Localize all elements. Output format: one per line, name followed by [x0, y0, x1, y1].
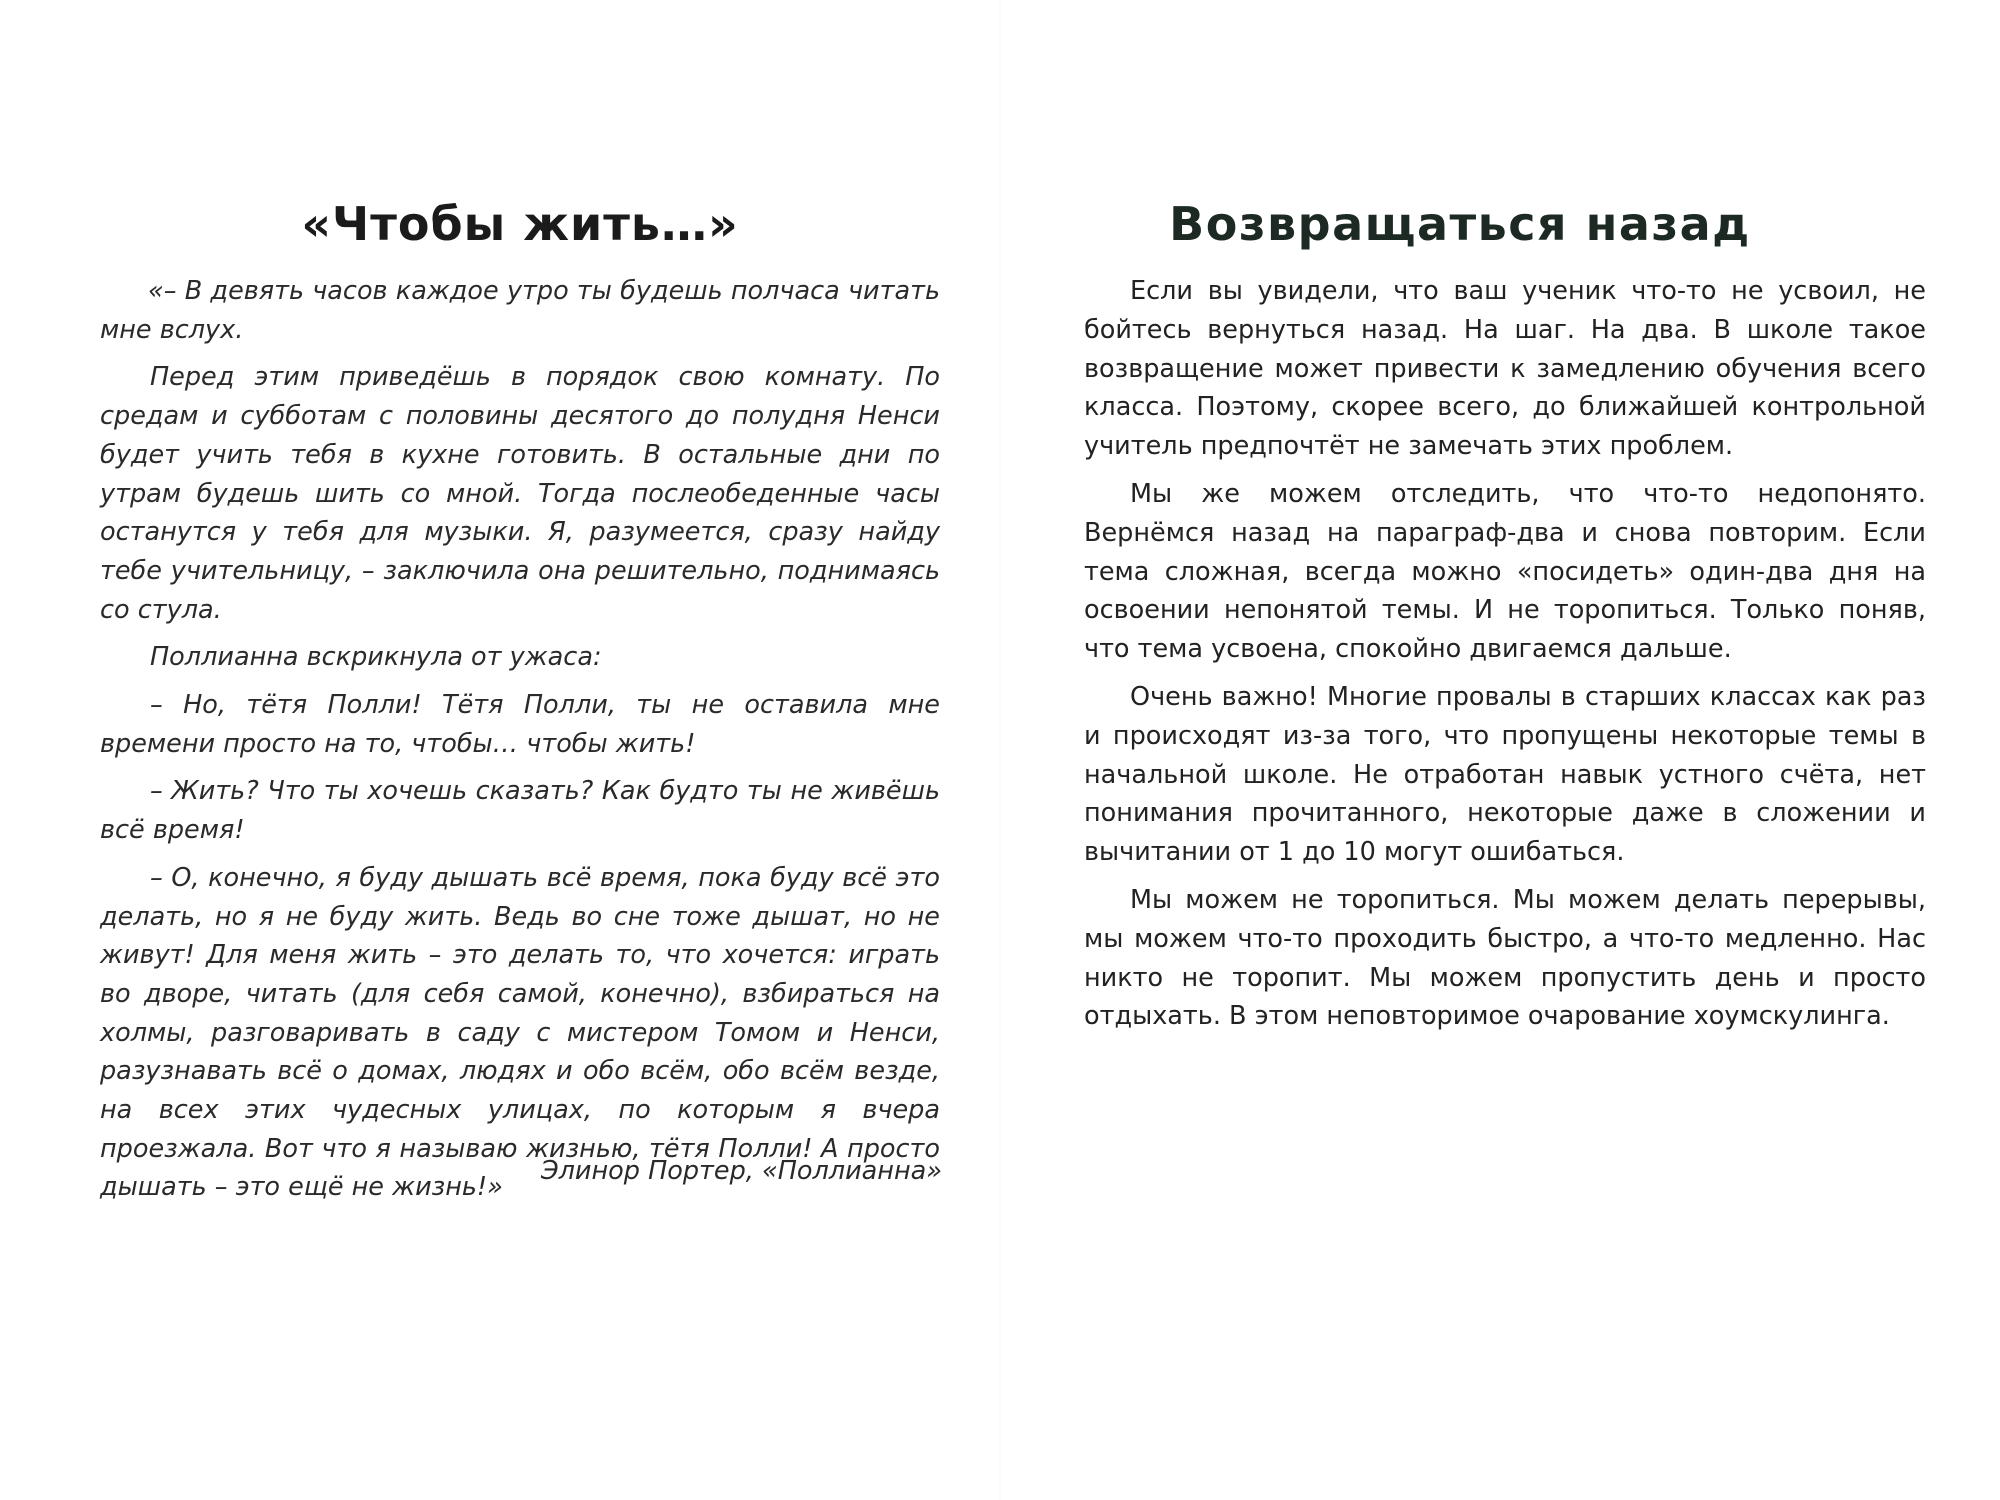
- article-paragraph: Если вы увидели, что ваш ученик что-то не усвоил, не бойтесь вернуться назад. На шаг. На два. В школе такое возвращение может привести к замедлению обучения всего класса. Поэтому, скорее всего, до ближайшей контрольной учитель предпочтёт не замечать этих проблем.: [1084, 276, 1926, 462]
- right-page-title: Возвращаться назад: [1169, 197, 1751, 251]
- quote-paragraph: – Но, тётя Полли! Тётя Полли, ты не оставила мне времени просто на то, чтобы… чтобы жить!: [100, 690, 940, 759]
- quote-paragraph: Перед этим приведёшь в порядок свою комнату. По средам и субботам с половины десятого до полудня Ненси будет учить тебя в кухне готовить. В остальные дни по утрам будешь шить со мной. Тогда послеобеденные часы останутся у тебя для музыки. Я, разумеется, сразу найду тебе учительницу, – заключила она решительно, поднимаясь со стула.: [100, 362, 940, 625]
- quote-paragraph: «– В девять часов каждое утро ты будешь полчаса читать мне вслух.: [100, 276, 940, 345]
- quote-attribution: Элинор Портер, «Поллианна»: [540, 1156, 942, 1186]
- right-page: [1000, 0, 2000, 1500]
- quote-paragraph: Поллианна вскрикнула от ужаса:: [150, 642, 602, 673]
- quote-paragraph: – Жить? Что ты хочешь сказать? Как будто ты не живёшь всё время!: [100, 776, 940, 846]
- article-paragraph: Мы можем не торопиться. Мы можем делать перерывы, мы можем что-то проходить быстро, а что-то медленно. Нас никто не торопит. Мы можем пропустить день и просто отдыхать. В этом неповторимое очарование хоумскулинга.: [1084, 884, 1926, 1032]
- quote-paragraph: – О, конечно, я буду дышать всё время, пока буду всё это делать, но я не буду жить. Ведь во сне тоже дышат, но не живут! Для меня жить – это делать то, что хочется: играть во дворе, читать (для себя самой, конечно), взбираться на холмы, разговаривать в саду с мистером Томом и Ненси, разузнавать всё о домах, людях и обо всём, обо всём везде, на всех этих чудесных улицах, по которым я вчера проезжала. Вот что я называю жизнью, тётя Полли! А просто дышать – это ещё не жизнь!»: [100, 862, 940, 1203]
- quote-body: [100, 272, 940, 1216]
- article-body: [1084, 272, 1926, 1045]
- article-paragraph: Очень важно! Многие провалы в старших классах как раз и происходят из-за того, что пропущены некоторые темы в начальной школе. Не отработан навык устного счёта, нет понимания прочитанного, некоторые даже в сложении и вычитании от 1 до 10 могут ошибаться.: [1084, 681, 1926, 868]
- left-page-title: «Чтобы жить…»: [301, 197, 739, 251]
- article-paragraph: Мы же можем отследить, что что-то недопонято. Вернёмся назад на параграф-два и снова повторим. Если тема сложная, всегда можно «посидеть» один-два дня на освоении непонятой темы. И не торопиться. Только поняв, что тема усвоена, спокойно двигаемся дальше.: [1084, 478, 1926, 665]
